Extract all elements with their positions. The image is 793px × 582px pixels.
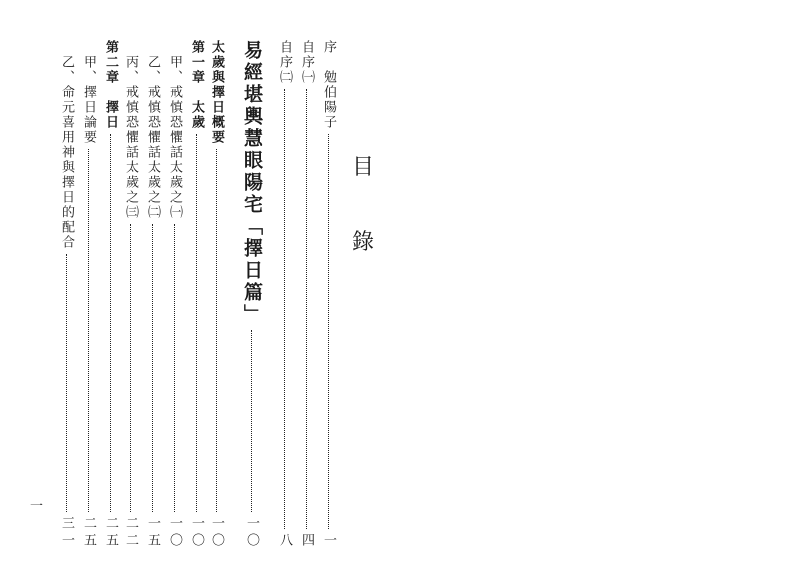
toc-entry-label: 乙、戒慎恐懼話太歲之㈡ bbox=[145, 40, 160, 220]
toc-page-number: 一〇 bbox=[209, 516, 224, 550]
toc-entry-yi2 bbox=[60, 40, 73, 550]
toc-entry-zixu1 bbox=[300, 40, 313, 550]
heading-lu: 錄 bbox=[352, 230, 375, 255]
toc-entry-label: 太歲與擇日概要 bbox=[209, 40, 224, 145]
book-title: 易經堪輿慧眼陽宅「擇日篇」 bbox=[241, 40, 263, 326]
toc-page-number: 二五 bbox=[81, 516, 96, 550]
toc-entry-label: 乙、命元喜用神與擇日的配合 bbox=[59, 40, 74, 250]
toc-entry-main-title bbox=[242, 40, 261, 550]
toc-page-number: 一〇 bbox=[244, 516, 259, 550]
toc-page-number: 八 bbox=[277, 533, 292, 550]
toc-entry-label: 自序㈡ bbox=[277, 40, 292, 85]
leader-dots bbox=[66, 254, 67, 512]
toc-entry-chapter2 bbox=[104, 40, 117, 550]
heading-mu: 目 bbox=[352, 155, 375, 180]
leader-dots bbox=[306, 89, 307, 529]
toc-entry-label: 第二章 擇日 bbox=[103, 40, 118, 130]
leader-dots bbox=[152, 224, 153, 512]
toc-page-number: 四 bbox=[299, 533, 314, 550]
toc-entry-label: 丙、戒慎恐懼話太歲之㈢ bbox=[123, 40, 138, 220]
toc-page-number: 二二 bbox=[123, 516, 138, 550]
toc-entry-yi1 bbox=[146, 40, 159, 550]
toc-entry-bing1 bbox=[124, 40, 137, 550]
leader-dots bbox=[88, 149, 89, 512]
leader-dots bbox=[196, 134, 197, 512]
leader-dots bbox=[328, 134, 329, 529]
toc-entry-label: 甲、擇日論要 bbox=[81, 40, 96, 145]
toc-page-number: 一〇 bbox=[167, 516, 182, 550]
toc-page-number: 二五 bbox=[103, 516, 118, 550]
toc-page-number: 三一 bbox=[59, 516, 74, 550]
toc-entry-zixu2 bbox=[278, 40, 291, 550]
toc-entry-label: 第一章 太歲 bbox=[189, 40, 204, 130]
toc-page-number: 一 bbox=[321, 533, 336, 550]
toc-entry-label: 自序㈠ bbox=[299, 40, 314, 85]
leader-dots bbox=[110, 134, 111, 512]
page-number: 一 bbox=[30, 498, 44, 513]
toc-page-number: 一〇 bbox=[189, 516, 204, 550]
leader-dots bbox=[216, 149, 217, 512]
leader-dots bbox=[174, 224, 175, 512]
toc-entry-jia1 bbox=[168, 40, 181, 550]
leader-dots bbox=[130, 224, 131, 512]
toc-entry-chapter1 bbox=[190, 40, 203, 550]
toc-entry-label: 序 勉伯陽子 bbox=[321, 40, 336, 130]
leader-dots bbox=[284, 89, 285, 529]
toc-page-number: 一五 bbox=[145, 516, 160, 550]
toc-entry-taisui-gaiyao bbox=[210, 40, 223, 550]
toc-entry-xu bbox=[322, 40, 335, 550]
toc-entry-label: 甲、戒慎恐懼話太歲之㈠ bbox=[167, 40, 182, 220]
toc-entry-jia2 bbox=[82, 40, 95, 550]
leader-dots bbox=[251, 330, 252, 512]
